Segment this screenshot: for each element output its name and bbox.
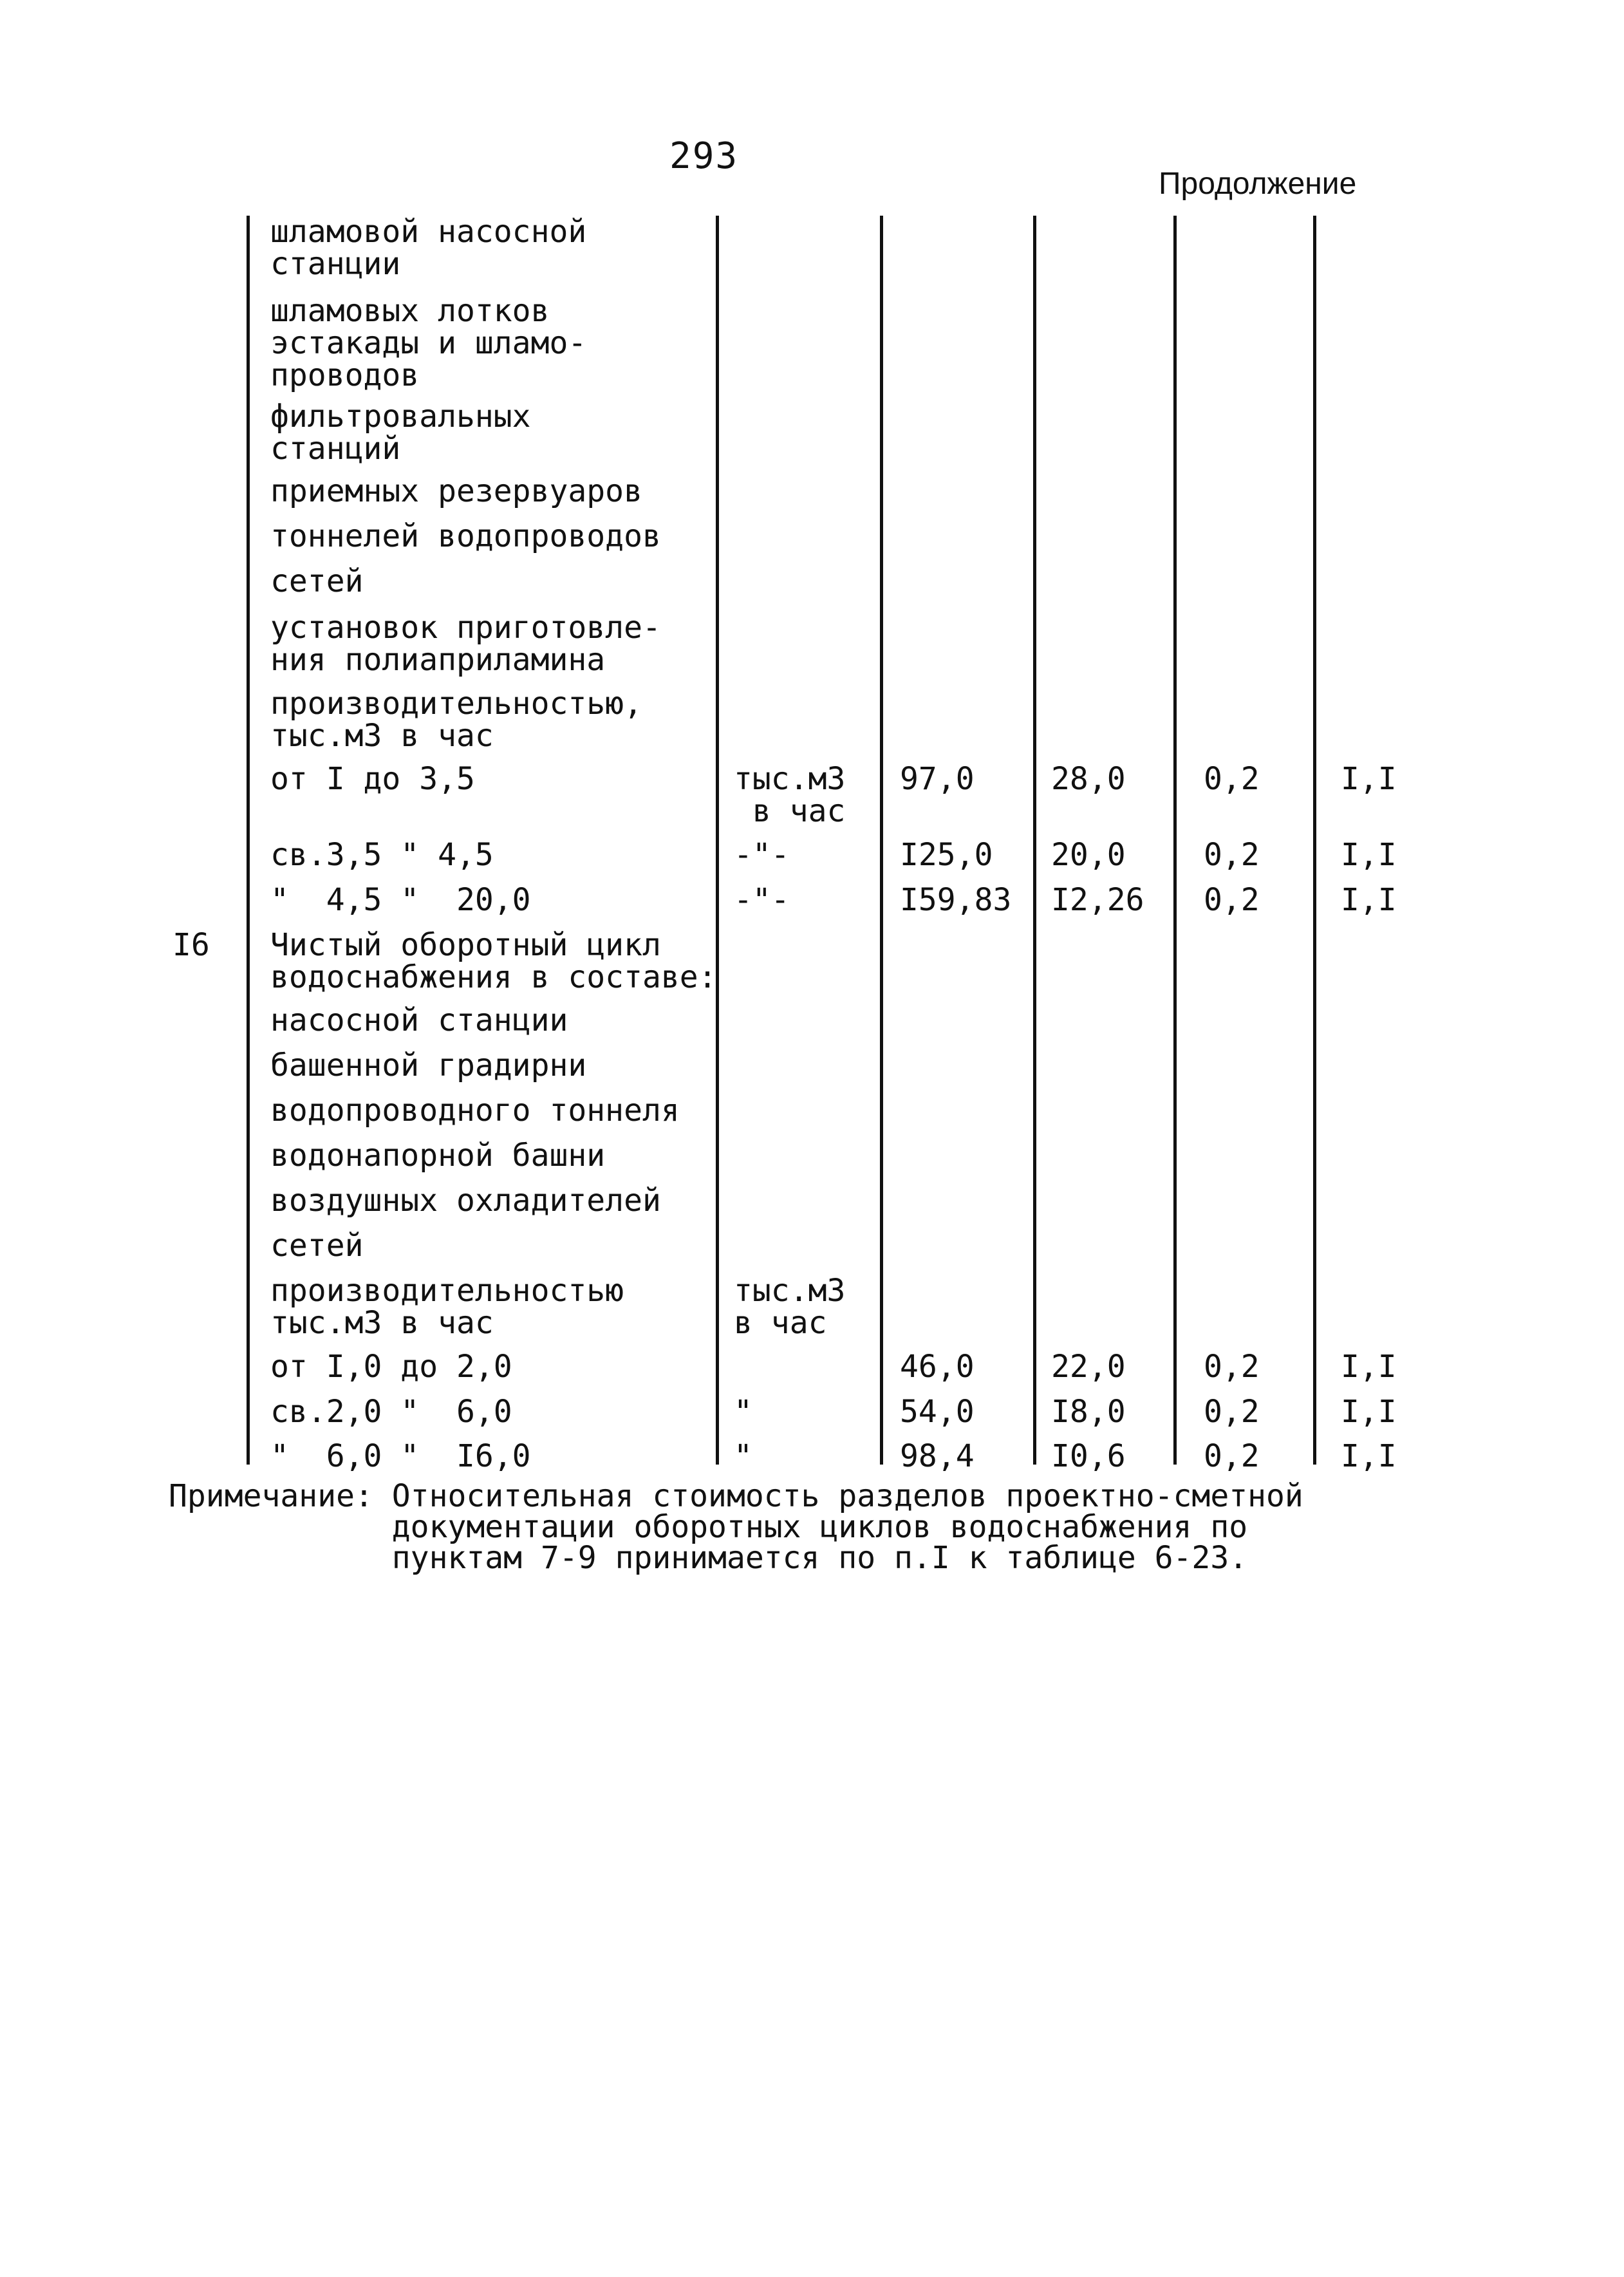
- value-cell-4: I,I: [1341, 761, 1397, 797]
- value-cell-2: 28,0: [1051, 761, 1126, 797]
- continuation-label: Продолжение: [1159, 167, 1357, 201]
- item-name: св.2,0 " 6,0: [270, 1394, 512, 1430]
- item-name: водонапорной башни: [270, 1138, 606, 1174]
- value-cell-1: 97,0: [900, 761, 975, 797]
- item-name: шламовой насосной станции: [270, 214, 587, 282]
- unit-cell: тыс.м3 в час: [734, 1273, 846, 1341]
- item-name: фильтровальных станций: [270, 398, 531, 467]
- item-name: установок приготовле- ния полиаприламина: [270, 610, 661, 678]
- value-cell-3: 0,2: [1204, 1438, 1260, 1474]
- item-name: от I,0 до 2,0: [270, 1349, 512, 1385]
- value-cell-3: 0,2: [1204, 882, 1260, 918]
- unit-cell: -"-: [734, 882, 790, 918]
- item-name: сетей: [270, 563, 364, 599]
- table-column-divider: [1033, 216, 1036, 1465]
- item-name: шламовых лотков эстакады и шламо- проводов: [270, 293, 587, 393]
- unit-cell: ": [734, 1394, 752, 1430]
- unit-cell: тыс.м3 в час: [734, 761, 846, 829]
- value-cell-4: I,I: [1341, 1394, 1397, 1430]
- item-name: водопроводного тоннеля: [270, 1092, 680, 1129]
- item-name: от I до 3,5: [270, 761, 475, 797]
- value-cell-4: I,I: [1341, 1349, 1397, 1385]
- item-name: Чистый оборотный цикл водоснабжения в составе:: [270, 927, 717, 995]
- value-cell-2: I2,26: [1051, 882, 1144, 918]
- item-name: " 6,0 " I6,0: [270, 1438, 531, 1474]
- page-number: 293: [669, 135, 739, 177]
- item-name: производительностью, тыс.м3 в час: [270, 686, 642, 754]
- table-column-divider: [247, 216, 250, 1465]
- value-cell-1: 46,0: [900, 1349, 975, 1385]
- value-cell-1: 98,4: [900, 1438, 975, 1474]
- value-cell-4: I,I: [1341, 882, 1397, 918]
- footnote: Примечание: Относительная стоимость разделов проектно-сметной документации оборотных циклов водоснабжения по пунктам 7-9 принимается по п.I к таблице 6-23.: [169, 1478, 1303, 1576]
- table-column-divider: [1173, 216, 1177, 1465]
- value-cell-3: 0,2: [1204, 761, 1260, 797]
- item-name: сетей: [270, 1228, 364, 1264]
- value-cell-1: I59,83: [900, 882, 1012, 918]
- item-name: воздушных охладителей: [270, 1183, 661, 1219]
- item-name: тоннелей водопроводов: [270, 518, 661, 554]
- item-name: насосной станции: [270, 1002, 568, 1038]
- value-cell-4: I,I: [1341, 837, 1397, 873]
- unit-cell: -"-: [734, 837, 790, 873]
- item-name: башенной градирни: [270, 1047, 587, 1083]
- value-cell-3: 0,2: [1204, 837, 1260, 873]
- row-number: I6: [173, 927, 210, 963]
- item-name: " 4,5 " 20,0: [270, 882, 531, 918]
- table-column-divider: [716, 216, 719, 1465]
- unit-cell: ": [734, 1438, 752, 1474]
- value-cell-3: 0,2: [1204, 1349, 1260, 1385]
- value-cell-1: I25,0: [900, 837, 993, 873]
- table-column-divider: [1313, 216, 1316, 1465]
- item-name: приемных резервуаров: [270, 473, 642, 509]
- table-column-divider: [880, 216, 883, 1465]
- value-cell-3: 0,2: [1204, 1394, 1260, 1430]
- value-cell-2: I8,0: [1051, 1394, 1126, 1430]
- value-cell-4: I,I: [1341, 1438, 1397, 1474]
- item-name: производительностью тыс.м3 в час: [270, 1273, 624, 1341]
- item-name: св.3,5 " 4,5: [270, 837, 494, 873]
- value-cell-2: 20,0: [1051, 837, 1126, 873]
- value-cell-2: 22,0: [1051, 1349, 1126, 1385]
- value-cell-1: 54,0: [900, 1394, 975, 1430]
- value-cell-2: I0,6: [1051, 1438, 1126, 1474]
